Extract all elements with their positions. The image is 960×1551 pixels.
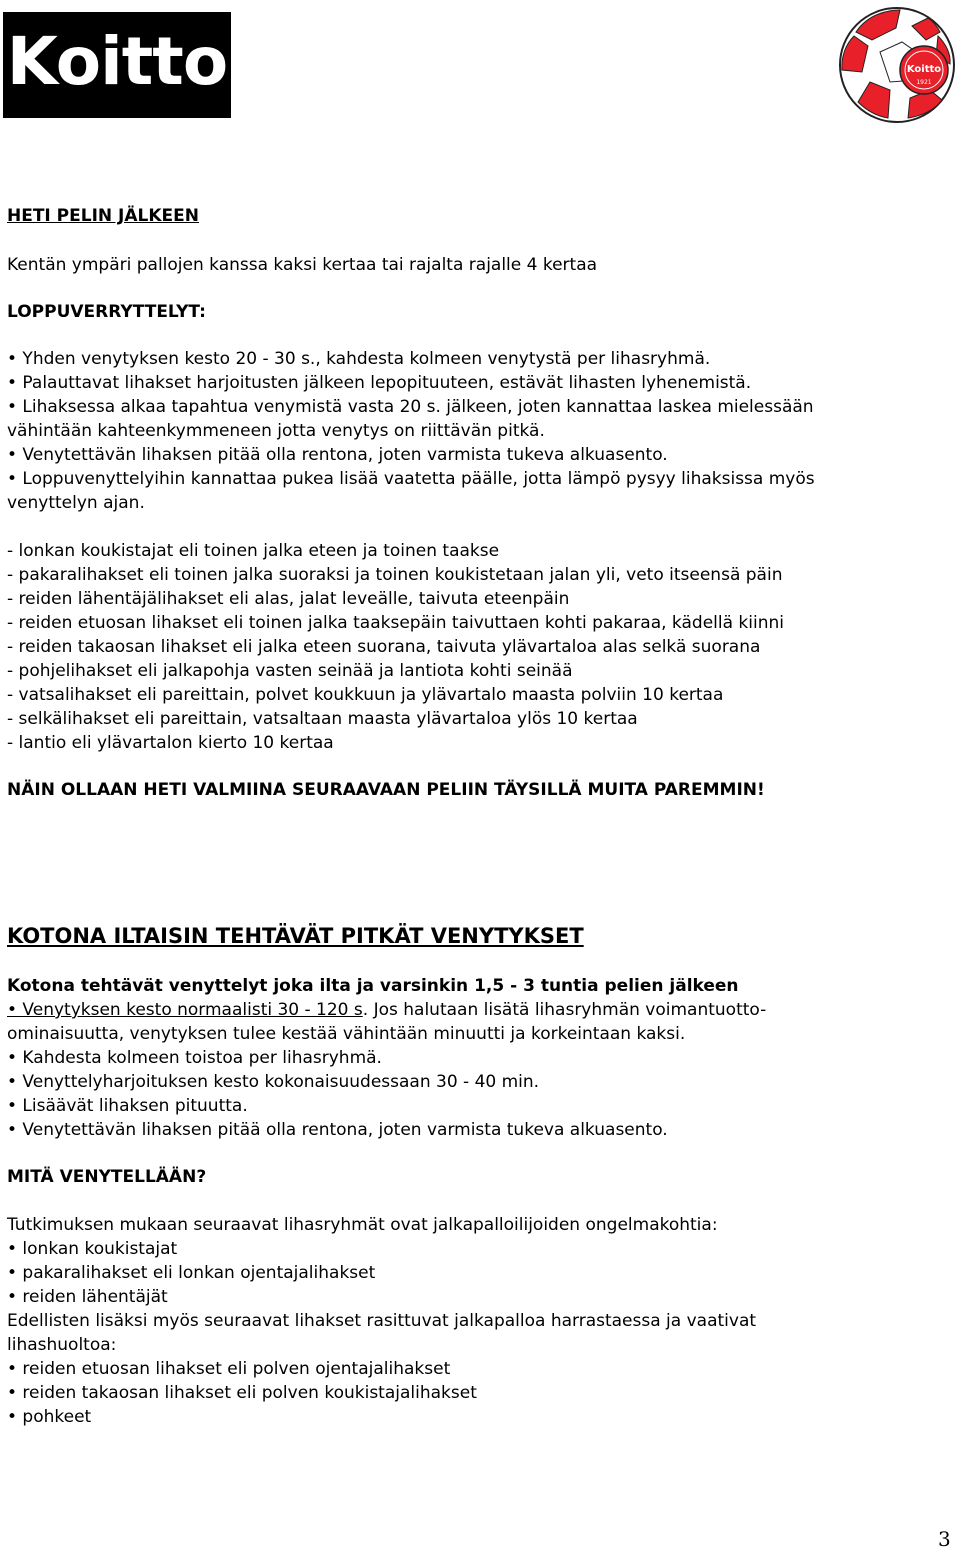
badge-logo-text: Koitto <box>906 64 942 75</box>
list-item: • reiden lähentäjät <box>7 1287 168 1307</box>
stretch-item: - vatsalihakset eli pareittain, polvet koukkuun ja ylävartalo maasta polviin 10 kertaa <box>7 685 724 705</box>
text-line: Tutkimuksen mukaan seuraavat lihasryhmät ovat jalkapalloilijoiden ongelmakohtia: <box>7 1215 718 1235</box>
koitto-logo <box>3 12 231 118</box>
list-item: • Loppuvenyttelyihin kannattaa pukea lisää vaatetta päälle, jotta lämpö pysyy lihaksissa myös <box>7 469 815 489</box>
text-line: Edellisten lisäksi myös seuraavat lihakset rasittuvat jalkapalloa harrastaessa ja vaativat <box>7 1311 757 1331</box>
list-item: • Venyttelyharjoituksen kesto kokonaisuudessaan 30 - 40 min. <box>7 1072 540 1092</box>
list-item: ominaisuutta, venytyksen tulee kestää vähintään minuutti ja korkeintaan kaksi. <box>7 1024 686 1044</box>
stretch-item: - reiden lähentäjälihakset eli alas, jalat leveälle, taivuta eteenpäin <box>7 589 570 609</box>
list-item: • Lihaksessa alkaa tapahtua venymistä vasta 20 s. jälkeen, joten kannattaa laskea mielessään <box>7 397 814 417</box>
heading-kotona-iltaisin: KOTONA ILTAISIN TEHTÄVÄT PITKÄT VENYTYKSET <box>7 924 584 948</box>
logo-text: Koitto <box>6 23 228 100</box>
heading-mita-venytellaan: MITÄ VENYTELLÄÄN? <box>7 1167 207 1187</box>
heading-heti-pelin-jalkeen: HETI PELIN JÄLKEEN <box>7 206 199 226</box>
page-number: 3 <box>938 1527 951 1551</box>
list-item: • Venytettävän lihaksen pitää olla rentona, joten varmista tukeva alkuasento. <box>7 1120 668 1140</box>
list-item: • reiden takaosan lihakset eli polven koukistajalihakset <box>7 1383 477 1403</box>
closing-statement: NÄIN OLLAAN HETI VALMIINA SEURAAVAAN PELIIN TÄYSILLÄ MUITA PAREMMIN! <box>7 780 765 800</box>
list-item: vähintään kahteenkymmeneen jotta venytys on riittävän pitkä. <box>7 421 545 441</box>
list-item <box>7 998 952 1022</box>
stretch-item: - selkälihakset eli pareittain, vatsaltaan maasta ylävartaloa ylös 10 kertaa <box>7 709 638 729</box>
list-item: • Yhden venytyksen kesto 20 - 30 s., kahdesta kolmeen venytystä per lihasryhmä. <box>7 349 711 369</box>
list-item: • Kahdesta kolmeen toistoa per lihasryhmä. <box>7 1048 382 1068</box>
duration-rest: . Jos halutaan lisätä lihasryhmän voimantuotto- <box>362 1000 767 1020</box>
list-item: • reiden etuosan lihakset eli polven ojentajalihakset <box>7 1359 451 1379</box>
list-item: • Palauttavat lihakset harjoitusten jälkeen lepopituuteen, estävät lihasten lyhenemistä. <box>7 373 752 393</box>
list-item: • lonkan koukistajat <box>7 1239 178 1259</box>
intro-text: Kentän ympäri pallojen kanssa kaksi kertaa tai rajalta rajalle 4 kertaa <box>7 255 598 275</box>
list-item: venyttelyn ajan. <box>7 493 145 513</box>
text-line: lihashuoltoa: <box>7 1335 117 1355</box>
stretch-item: - pohjelihakset eli jalkapohja vasten seinää ja lantiota kohti seinää <box>7 661 573 681</box>
stretch-item: - lonkan koukistajat eli toinen jalka eteen ja toinen taakse <box>7 541 500 561</box>
football-emblem-icon <box>838 6 956 124</box>
stretch-item: - lantio eli ylävartalon kierto 10 kertaa <box>7 733 334 753</box>
stretch-item: - reiden takaosan lihakset eli jalka eteen suorana, taivuta ylävartaloa alas selkä suorana <box>7 637 761 657</box>
stretch-item: - pakaralihakset eli toinen jalka suoraksi ja toinen koukistetaan jalan yli, veto itseensä päin <box>7 565 783 585</box>
subheading-kotona: Kotona tehtävät venyttelyt joka ilta ja varsinkin 1,5 - 3 tuntia pelien jälkeen <box>7 976 739 996</box>
list-item: • Lisäävät lihaksen pituutta. <box>7 1096 248 1116</box>
list-item: • pohkeet <box>7 1407 92 1427</box>
list-item: • pakaralihakset eli lonkan ojentajalihakset <box>7 1263 376 1283</box>
stretch-item: - reiden etuosan lihakset eli toinen jalka taaksepäin taivuttaen kohti pakaraa, kädellä kiinni <box>7 613 784 633</box>
badge-year: 1921 <box>916 79 932 86</box>
list-item: • Venytettävän lihaksen pitää olla rentona, joten varmista tukeva alkuasento. <box>7 445 668 465</box>
subheading-loppuverryttelyt: LOPPUVERRYTTELYT: <box>7 302 206 322</box>
underlined-duration: • Venytyksen kesto normaalisti 30 - 120 s <box>7 1000 363 1020</box>
